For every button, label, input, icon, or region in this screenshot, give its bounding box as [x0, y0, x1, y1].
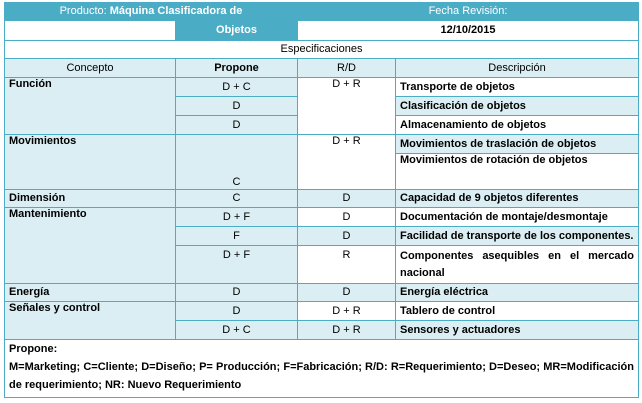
product-name-line1: Máquina Clasificadora de — [109, 5, 243, 17]
product-header-row-2 — [5, 21, 639, 41]
propone-cell: D — [176, 302, 298, 321]
rd-cell: D + R — [298, 78, 396, 135]
propone-cell: C — [176, 190, 298, 208]
propone-cell: D — [176, 284, 298, 302]
product-title-cell — [5, 3, 298, 21]
description-cell: Sensores y actuadores — [396, 321, 639, 340]
table-row — [5, 78, 639, 97]
concept-funcion: Función — [5, 78, 176, 135]
description-cell: Transporte de objetos — [396, 78, 639, 97]
description-cell: Movimientos de rotación de objetos — [396, 154, 639, 190]
description-cell: Almacenamiento de objetos — [396, 116, 639, 135]
propone-cell: C — [176, 135, 298, 190]
concept-senales: Señales y control — [5, 302, 176, 340]
table-row — [5, 284, 639, 302]
description-cell: Energía eléctrica — [396, 284, 639, 302]
rd-cell: D — [298, 190, 396, 208]
legend-row — [5, 340, 639, 398]
description-cell: Capacidad de 9 objetos diferentes — [396, 190, 639, 208]
col-header-rd: R/D — [298, 59, 396, 78]
rd-cell: D + R — [298, 321, 396, 340]
product-name-line2: Objetos — [176, 21, 298, 41]
col-header-description: Descripción — [396, 59, 639, 78]
legend-title: Propone: — [9, 343, 58, 355]
rd-cell: D + R — [298, 135, 396, 190]
propone-cell: D — [176, 116, 298, 135]
product-prefix: Producto: — [59, 5, 107, 17]
description-cell: Documentación de montaje/desmontaje — [396, 208, 639, 227]
section-title-row — [5, 41, 639, 59]
product-header-row — [5, 3, 639, 21]
header-blank-cell — [5, 21, 176, 41]
col-header-concept: Concepto — [5, 59, 176, 78]
table-row — [5, 135, 639, 154]
rd-cell: D — [298, 227, 396, 246]
revision-label-cell — [298, 3, 639, 21]
table-row — [5, 190, 639, 208]
revision-label: Fecha Revisión: — [428, 5, 508, 17]
description-cell: Tablero de control — [396, 302, 639, 321]
propone-cell: D + C — [176, 321, 298, 340]
propone-cell: D — [176, 97, 298, 116]
table-row — [5, 208, 639, 227]
description-cell: Clasificación de objetos — [396, 97, 639, 116]
rd-cell: D — [298, 284, 396, 302]
column-header-row — [5, 59, 639, 78]
concept-dimension: Dimensión — [5, 190, 176, 208]
propone-cell: D + F — [176, 246, 298, 284]
section-title: Especificaciones — [5, 41, 639, 59]
legend-text: M=Marketing; C=Cliente; D=Diseño; P= Producción; F=Fabricación; R/D: R=Requerimiento; D=Deseo; MR=Modificación de requerimiento; NR: Nuevo Requerimiento — [9, 361, 634, 391]
rd-cell: D + R — [298, 302, 396, 321]
description-cell: Movimientos de traslación de objetos — [396, 135, 639, 154]
rd-cell: R — [298, 246, 396, 284]
propone-cell: D + C — [176, 78, 298, 97]
description-cell: Componentes asequibles en el mercado nacional — [396, 246, 639, 284]
rd-cell: D — [298, 208, 396, 227]
revision-date: 12/10/2015 — [298, 21, 639, 41]
legend-cell — [5, 340, 639, 398]
table-row — [5, 302, 639, 321]
description-cell: Facilidad de transporte de los componentes. — [396, 227, 639, 246]
propone-cell: D + F — [176, 208, 298, 227]
concept-mantenimiento: Mantenimiento — [5, 208, 176, 284]
concept-energia: Energía — [5, 284, 176, 302]
col-header-propone: Propone — [176, 59, 298, 78]
propone-cell: F — [176, 227, 298, 246]
concept-movimientos: Movimientos — [5, 135, 176, 190]
specifications-table — [4, 2, 639, 398]
